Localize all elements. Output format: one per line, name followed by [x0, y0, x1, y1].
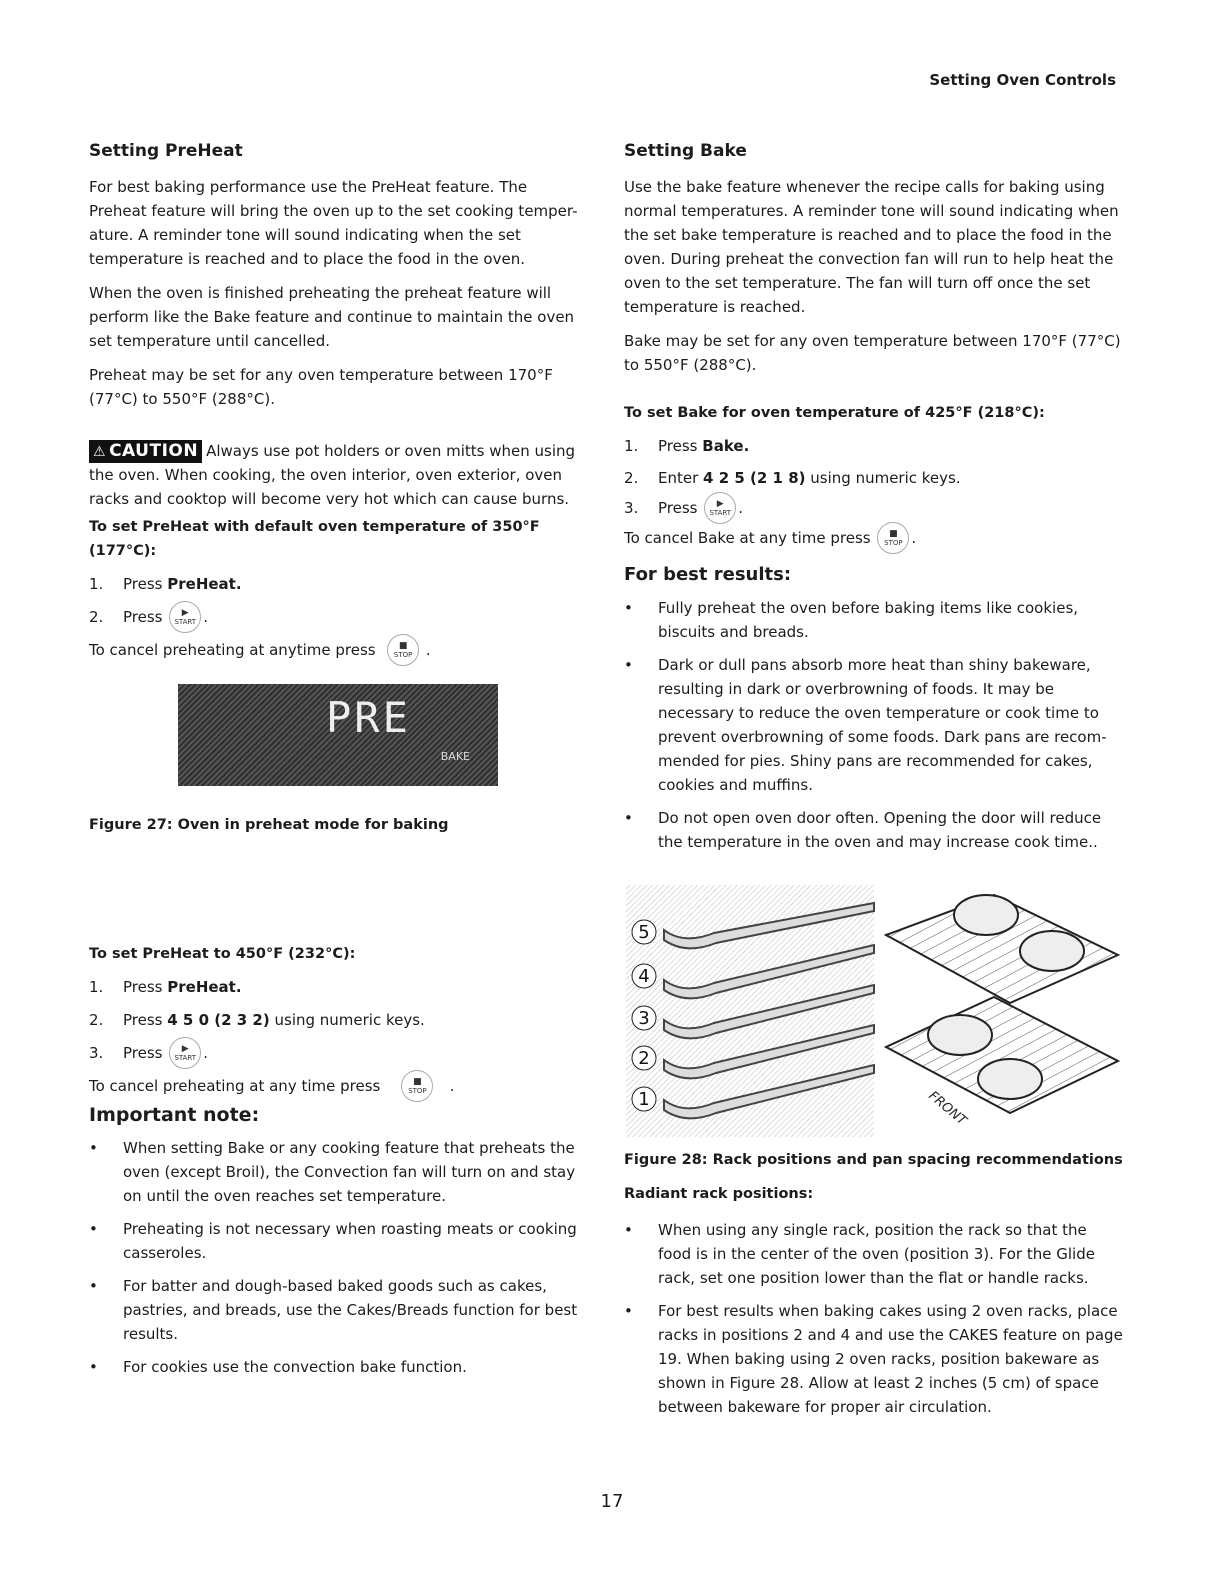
caution-label: CAUTION [109, 441, 199, 461]
rack-positions-figure [624, 885, 1124, 1140]
cancel-bake-line: To cancel Bake at any time press ■ STOP . [624, 526, 1124, 550]
rack-number-5: 5 [638, 922, 650, 943]
list-item: • For batter and dough-based baked goods such as cakes, pastries, and breads, use the Cakes/Breads function for best results. [89, 1274, 589, 1346]
start-button[interactable]: ▶ START [704, 492, 736, 524]
important-note-title: Important note: [89, 1104, 260, 1126]
display-bake-indicator: BAKE [440, 750, 470, 763]
warning-icon: ⚠ [93, 444, 107, 460]
left-lower-column [89, 942, 589, 1388]
list-item: • Do not open oven door often. Opening the door will reduce the temperature in the oven and may increase cook time.. [624, 806, 1124, 854]
figure27-caption: Figure 27: Oven in preheat mode for baking [89, 817, 449, 833]
bake-title: Setting Bake [624, 141, 747, 161]
caution-badge [89, 440, 202, 463]
rack-number-4: 4 [638, 966, 650, 987]
bake-step-1: 1. Press Bake. [624, 437, 750, 455]
bake-subheading: To set Bake for oven temperature of 425°F (218°C): [624, 405, 1045, 421]
bake-step-3: 3. Press ▶ START . [624, 496, 1124, 520]
list-item: • When setting Bake or any cooking feature that preheats the oven (except Broil), the Convection fan will turn on and stay on until the oven reaches set temperature. [89, 1136, 589, 1208]
cake-pan [954, 895, 1018, 935]
radiant-section [624, 1182, 1124, 1428]
cancel-preheat-line-2: To cancel preheating at any time press ■ STOP . [89, 1074, 589, 1098]
list-item: • Preheating is not necessary when roasting meats or cooking casseroles. [89, 1217, 589, 1265]
preheat-title: Setting PreHeat [89, 141, 243, 161]
set450-subheading: To set PreHeat to 450°F (232°C): [89, 946, 356, 962]
list-item: • Fully preheat the oven before baking items like cookies, biscuits and breads. [624, 596, 1124, 644]
stop-icon: ■ [889, 528, 898, 539]
stop-icon: ■ [398, 640, 408, 651]
stop-button[interactable]: ■ STOP [877, 522, 909, 554]
caution-block [89, 439, 589, 511]
rack-number-1: 1 [638, 1089, 650, 1110]
play-icon: ▶ [181, 1043, 189, 1054]
upper-rack [886, 895, 1118, 1003]
list-item: • For best results when baking cakes using 2 oven racks, place racks in positions 2 and 4 and use the CAKES feature on page 19. When baking using 2 oven racks, position bakeware as shown in Figure 28. Allow at least 2 inches (5 cm) of space between bakeware for proper air circulation. [624, 1299, 1124, 1419]
cake-pan [1020, 931, 1084, 971]
play-icon: ▶ [181, 607, 189, 618]
cake-pan [978, 1059, 1042, 1099]
bake-step-2: 2. Enter 4 2 5 (2 1 8) using numeric keys. [624, 469, 961, 487]
start-button[interactable]: ▶ START [169, 1037, 201, 1069]
preheat-paragraph-3: Preheat may be set for any oven temperature between 170°F (77°C) to 550°F (288°C). [89, 366, 553, 408]
list-item: • For cookies use the convection bake function. [89, 1355, 589, 1379]
display-pre-text: PRE [326, 693, 411, 742]
play-icon: ▶ [716, 498, 724, 509]
lower-rack [886, 997, 1118, 1129]
list-item: • Dark or dull pans absorb more heat than shiny bakeware, resulting in dark or overbrowning of foods. It may be necessary to reduce the oven temperature or cook time to prevent overbrowning of some foods. Dark pans are recom-mended for pies. Shiny pans are recommended for cakes, cookies and muffins. [624, 653, 1124, 797]
page-header: Setting Oven Controls [929, 71, 1116, 89]
rack-number-3: 3 [638, 1008, 650, 1029]
bake-paragraph-2: Bake may be set for any oven temperature between 170°F (77°C) to 550°F (288°C). [624, 332, 1121, 374]
radiant-list [624, 1218, 1124, 1419]
left-column [89, 138, 589, 671]
stop-icon: ■ [413, 1076, 422, 1087]
stop-button[interactable]: ■ STOP [401, 1070, 433, 1102]
front-label: FRONT [925, 1088, 970, 1129]
cake-pan [928, 1015, 992, 1055]
right-column [624, 138, 1124, 863]
page-number: 17 [600, 1491, 624, 1512]
stop-button[interactable]: ■ STOP [387, 634, 419, 666]
preheat-paragraph-1: For best baking performance use the PreHeat feature. The Preheat feature will bring the oven up to the set cooking temper-ature. A reminder tone will sound indicating when the set temperature is reached and to place the food in the oven. [89, 178, 578, 268]
start-button[interactable]: ▶ START [169, 601, 201, 633]
set450-step-3: 3. Press ▶ START . [89, 1041, 589, 1065]
oven-display-figure [178, 684, 498, 786]
cancel-preheat-line: To cancel preheating at anytime press ■ STOP . [89, 638, 589, 662]
bake-paragraph-1: Use the bake feature whenever the recipe calls for baking using normal temperatures. A reminder tone will sound indicating when the set bake temperature is reached and to place the food in the oven. During preheat the convection fan will run to help heat the oven to the set temperature. The fan will turn off once the set temperature is reached. [624, 178, 1119, 316]
list-item: • When using any single rack, position the rack so that the food is in the center of the oven (position 3). For the Glide rack, set one position lower than the flat or handle racks. [624, 1218, 1124, 1290]
figure28-caption: Figure 28: Rack positions and pan spacing recommendations [624, 1152, 1123, 1168]
radiant-subheading: Radiant rack positions: [624, 1186, 814, 1202]
default-step-1: 1. Press PreHeat. [89, 575, 242, 593]
best-results-list [624, 596, 1124, 854]
best-results-title: For best results: [624, 564, 792, 585]
default-preheat-subheading: To set PreHeat with default oven temperature of 350°F (177°C): [89, 519, 540, 559]
set450-step-2: 2. Press 4 5 0 (2 3 2) using numeric keys. [89, 1011, 425, 1029]
rack-number-2: 2 [638, 1048, 650, 1069]
default-step-2: 2. Press ▶ START . [89, 605, 589, 629]
set450-step-1: 1. Press PreHeat. [89, 978, 242, 996]
preheat-paragraph-2: When the oven is finished preheating the preheat feature will perform like the Bake feature and continue to maintain the oven set temperature until cancelled. [89, 284, 575, 350]
rack-diagram [624, 885, 1124, 1140]
caution-text: Always use pot holders or oven mitts when using the oven. When cooking, the oven interior, oven exterior, oven racks and cooktop will become very hot which can cause burns. [89, 442, 576, 508]
important-note-list [89, 1136, 589, 1379]
